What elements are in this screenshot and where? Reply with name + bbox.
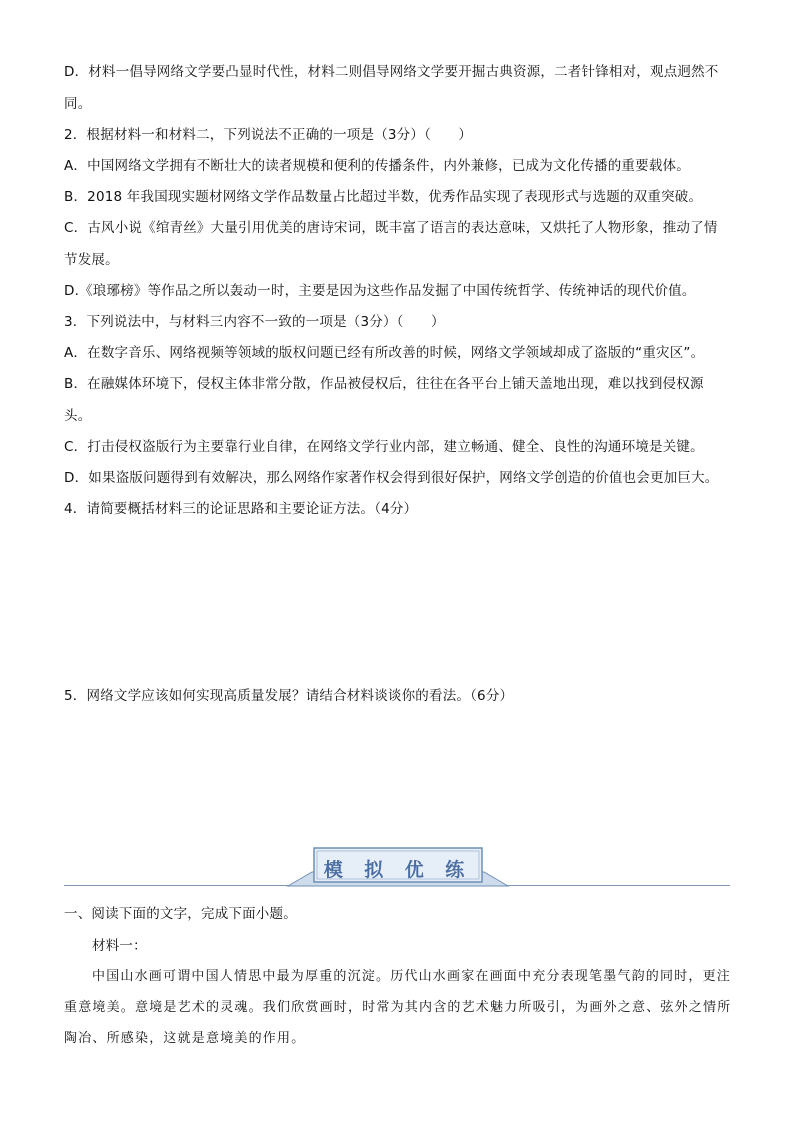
q3-option-b-line1: B．在融媒体环境下，侵权主体非常分散，作品被侵权后，往往在各平台上铺天盖地出现，难以找到侵权源 — [64, 376, 704, 392]
banner-char: 模 — [323, 858, 345, 881]
material-paragraph-line3: 陶冶、所感染，这就是意境美的作用。 — [64, 1031, 306, 1046]
banner-title — [314, 850, 476, 886]
q3-option-a: A．在数字音乐、网络视频等领域的版权问题已经有所改善的时候，网络文学领域却成了盗版的“重灾区”。 — [64, 345, 705, 361]
banner-char: 练 — [445, 858, 467, 881]
option-d-q1-line2: 同。 — [64, 96, 92, 112]
material-paragraph-line2: 重意境美。意境是艺术的灵魂。我们欣赏画时，时常为其内含的艺术魅力所吸引，为画外之意、弦外之情所 — [64, 1000, 732, 1015]
question-2-stem: 2．根据材料一和材料二，下列说法不正确的一项是（3分）（ ） — [64, 127, 473, 143]
banner-char: 拟 — [364, 858, 386, 881]
q3-option-d: D．如果盗版问题得到有效解决，那么网络作家著作权会得到很好保护，网络文学创造的价值也会更加巨大。 — [64, 470, 719, 486]
material-paragraph-line1: 中国山水画可谓中国人情思中最为厚重的沉淀。历代山水画家在画面中充分表现笔墨气韵的同时，更注 — [92, 969, 732, 984]
question-4-stem: 4．请简要概括材料三的论证思路和主要论证方法。（4分） — [64, 501, 418, 517]
question-3-stem: 3．下列说法中，与材料三内容不一致的一项是（3分）（ ） — [64, 314, 445, 330]
q2-option-c-line1: C．古风小说《绾青丝》大量引用优美的唐诗宋词，既丰富了语言的表达意味，又烘托了人物形象，推动了情 — [64, 220, 718, 236]
material-label: 材料一： — [92, 938, 147, 954]
section-heading: 一、阅读下面的文字，完成下面小题。 — [64, 906, 297, 922]
q2-option-b: B．2018 年我国现实题材网络文学作品数量占比超过半数，优秀作品实现了表现形式与选题的双重突破。 — [64, 189, 703, 205]
q2-option-d: D.《琅琊榜》等作品之所以轰动一时，主要是因为这些作品发掘了中国传统哲学、传统神话的现代价值。 — [64, 283, 696, 299]
option-d-q1-line1: D．材料一倡导网络文学要凸显时代性，材料二则倡导网络文学要开掘古典资源，二者针锋相对，观点迥然不 — [64, 64, 719, 80]
q3-option-c: C．打击侵权盗版行为主要靠行业自律，在网络文学行业内部，建立畅通、健全、良性的沟通环境是关键。 — [64, 439, 704, 455]
q2-option-a: A．中国网络文学拥有不断壮大的读者规模和便利的传播条件，内外兼修，已成为文化传播的重要载体。 — [64, 158, 690, 174]
q2-option-c-line2: 节发展。 — [64, 252, 119, 268]
banner-char: 优 — [404, 858, 426, 881]
question-5-stem: 5．网络文学应该如何实现高质量发展？请结合材料谈谈你的看法。（6分） — [64, 688, 514, 704]
q3-option-b-line2: 头。 — [64, 408, 92, 424]
